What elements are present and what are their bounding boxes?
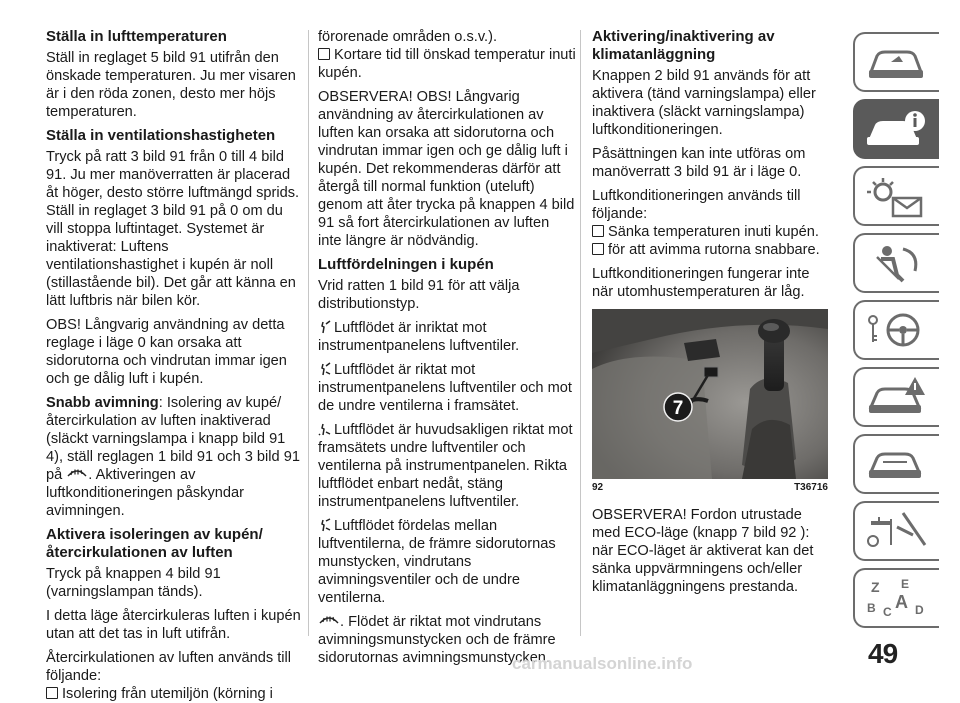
chapter-nav [853,32,939,635]
distribution-item: Luftflödet fördelas mellan luftventilerna, de främre sidorutornas munstycken, vindrutans avimningsventiler och de undre ventilerna. [318,518,556,606]
nav-tab-warning-lights[interactable] [853,166,939,226]
figure-number: 92 [592,482,604,493]
list-item: för att avimma rutorna snabbare. [592,241,828,259]
car-dashboard-icon [863,40,929,84]
svg-text:Z: Z [871,579,880,595]
nav-tab-starting-driving[interactable] [853,300,939,360]
nav-tab-safety[interactable] [853,233,939,293]
airflow-dashboard-feet-icon [318,362,332,376]
figure-caption [592,482,828,494]
checkbox-bullet-icon [592,243,604,255]
nav-tab-technical-data[interactable] [853,501,939,561]
column-2 [318,28,576,673]
paragraph: förorenade områden o.s.v.). [318,29,498,45]
bold-label: Snabb avimning [46,395,159,411]
paragraph: Tryck på ratt 3 bild 91 från 0 till 4 bild 91. Ju mer manöverratten är placerad åt höger, desto större luftmängd sprids. Ställ in reglaget 3 bild 91 på 0 om du vill stoppa luftintaget. Systemet är inaktiverat: Luftens ventilationshastighet i kupén är noll (stillastående bil). Det går att känna en lätt luftbris när bilen kör. [46,149,300,309]
checkbox-bullet-icon [46,687,58,699]
checkbox-bullet-icon [592,225,604,237]
car-info-icon [863,107,929,151]
airflow-feet-icon [318,422,332,436]
list-item: Kortare tid till önskad temperatur inuti kupén. [318,47,576,81]
distribution-item: . Flödet är riktat mot vindrutans avimningsmunstycken och de främre sidorutornas avimningsmunstycken. [318,614,556,666]
emergency-car-icon [863,375,929,419]
watermark-text: carmanualsonline.info [512,654,693,673]
paragraph-note: OBSERVERA! Fordon utrustade med ECO-läge (knapp 7 bild 92 ): när ECO-läget är aktiverat kan det sänka uppvärmningens och/eller klimatanläggningens prestanda. [592,507,814,595]
paragraph: Påsättningen kan inte utföras om manöverratt 3 bild 91 är i läge 0. [592,146,806,180]
checkbox-bullet-icon [318,48,330,60]
paragraph: Tryck på knappen 4 bild 91 (varningslampan tänds). [46,566,221,600]
nav-tab-emergency[interactable] [853,367,939,427]
nav-tab-dashboard[interactable] [853,32,939,92]
defrost-icon [66,467,88,479]
nav-tab-car-info[interactable] [853,99,939,159]
svg-text:C: C [883,605,892,619]
callout-7: 7 [672,398,684,419]
nav-tab-maintenance[interactable] [853,434,939,494]
page-number: 49 [868,638,898,669]
column-1 [46,28,302,703]
heading-air-distribution: Luftfördelningen i kupén [318,256,494,273]
nav-tab-index[interactable] [853,568,939,628]
paragraph: OBS! Långvarig användning av detta reglage i läge 0 kan orsaka att sidorutorna och vindrutan immar igen och ge dålig luft i kupén. [46,317,287,387]
steering-key-icon [863,308,929,352]
svg-text:E: E [901,577,910,591]
paragraph: Ställ in reglaget 5 bild 91 utifrån den önskade temperaturen. Ju mer visaren är i den röda zonen, desto mer höjs temperaturen. [46,50,296,120]
paragraph: Vrid ratten 1 bild 91 för att välja distributionstyp. [318,278,520,312]
figure-code: T36716 [794,482,828,493]
heading-air-temperature: Ställa in lufttemperaturen [46,28,227,45]
paragraph: Luftkonditioneringen fungerar inte när utomhustemperaturen är låg. [592,266,810,300]
distribution-item: Luftflödet är inriktat mot instrumentpanelens luftventiler. [318,320,520,354]
heading-ventilation-speed: Ställa in ventilationshastigheten [46,127,276,144]
list-item: Sänka temperaturen inuti kupén. [592,223,828,241]
list-item: Isolering från utemiljön (körning i [46,685,302,703]
paragraph-quick-defrost: Snabb avimning: Isolering av kupé/återcirkulation av luften inaktiverad (släckt varningslampa i knapp bild 91 4), ställ reglagen 1 bild 91 och 3 bild 91 på . Aktiveringen av luftkonditioneringen påskyndar avimningen. [46,395,300,519]
defrost-icon [318,614,340,626]
paragraph: Knappen 2 bild 91 används för att aktivera (tänd varningslampa) eller inaktivera (släckt varningslampa) luftkonditioneringen. [592,68,816,138]
column-divider [308,30,309,636]
column-divider [580,30,581,636]
airflow-dashboard-icon [318,320,332,334]
warning-lights-icon [863,174,929,218]
airflow-mixed-icon [318,518,332,532]
distribution-item: Luftflödet är huvudsakligen riktat mot framsätets undre luftventiler och ventilerna på instrumentpanelen. Rikta luftflödet enbart nedåt, stäng instrumentpanelens luftventiler. [318,422,573,510]
svg-text:B: B [867,601,876,615]
svg-text:A: A [895,592,908,612]
svg-text:D: D [915,603,924,617]
paragraph: Återcirkulationen av luften används till följande: [46,650,291,684]
paragraph-note: OBSERVERA! OBS! Långvarig användning av återcirkulationen av luften kan orsaka att sidorutorna och vindrutan immar igen och ge dålig luft i kupén. Det rekommenderas därför att återgå till normal funktion (uteluft) genom att åter trycka på knappen 4 bild 91 så fort återcirkulationen av luften inte längre är nödvändig. [318,89,575,249]
technical-data-icon [863,509,929,553]
column-3 [592,28,828,602]
safety-airbag-icon [863,241,929,285]
maintenance-car-icon [863,442,929,486]
heading-recirculation: Aktivera isoleringen av kupén/återcirkulationen av luften [46,526,263,561]
heading-climate-control: Aktivering/inaktivering av klimatanläggning [592,28,775,63]
paragraph: I detta läge återcirkuleras luften i kupén utan att det tas in luft utifrån. [46,608,301,642]
index-icon [863,576,929,620]
console-illustration [592,309,828,479]
distribution-item: Luftflödet är riktat mot instrumentpanelens luftventiler och mot de undre ventilerna i framsätet. [318,362,572,414]
figure-92-gear-console-photo [592,309,828,479]
paragraph: Luftkonditioneringen används till följande: [592,188,801,222]
